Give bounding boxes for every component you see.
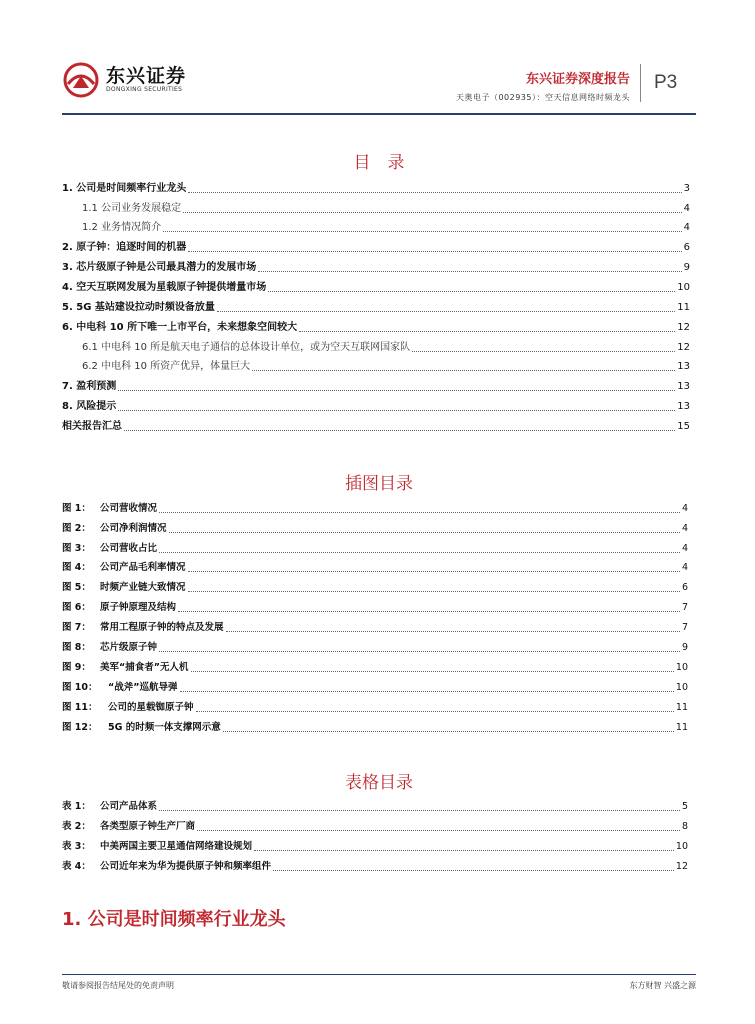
logo-chinese-name: 东兴证券 — [106, 65, 187, 87]
figure-entry[interactable]: 图 11： 公司的星载铷原子钟 11 — [62, 702, 688, 713]
table-entry[interactable]: 表 4： 公司近年来为华为提供原子钟和频率组件 12 — [62, 861, 688, 872]
toc-entry[interactable]: 3. 芯片级原子钟是公司最具潜力的发展市场 9 — [62, 262, 690, 273]
figure-entry[interactable]: 图 1： 公司营收情况 4 — [62, 503, 688, 514]
toc-entry[interactable]: 7. 盈利预测 13 — [62, 381, 690, 392]
report-subtitle: 天奥电子（002935）：空天信息网络时频龙头 — [455, 93, 630, 102]
table-entry[interactable]: 表 1： 公司产品体系 5 — [62, 801, 688, 812]
logo-english-name: DONGXING SECURITIES — [106, 86, 183, 93]
figure-entry[interactable]: 图 5： 时频产业链大致情况 6 — [62, 582, 688, 593]
table-entry[interactable]: 表 3： 中美两国主要卫星通信网络建设规划 10 — [62, 841, 688, 852]
figure-entry[interactable]: 图 7： 常用工程原子钟的特点及发展 7 — [62, 622, 688, 633]
figure-entry[interactable]: 图 12： 5G 的时频一体支撑网示意 11 — [62, 722, 688, 733]
toc-entry[interactable]: 1. 公司是时间频率行业龙头 3 — [62, 183, 690, 194]
figure-entry[interactable]: 图 4： 公司产品毛利率情况 4 — [62, 562, 688, 573]
dongxing-logo-icon — [62, 62, 100, 98]
toc-entry[interactable]: 6. 中电科 10 所下唯一上市平台，未来想象空间较大 12 — [62, 322, 690, 333]
toc-entry[interactable]: 4. 空天互联网发展为星载原子钟提供增量市场 10 — [62, 282, 690, 293]
page-number: P3 — [654, 72, 678, 93]
figure-entry[interactable]: 图 3： 公司营收占比 4 — [62, 543, 688, 554]
toc-entry[interactable]: 8. 风险提示 13 — [62, 401, 690, 412]
figure-entry[interactable]: 图 8： 芯片级原子钟 9 — [62, 642, 688, 653]
table-entry[interactable]: 表 2： 各类型原子钟生产厂商 8 — [62, 821, 688, 832]
footer-slogan: 东方财智 兴盛之源 — [629, 981, 696, 990]
page-header — [62, 58, 696, 114]
toc-entry[interactable]: 相关报告汇总 15 — [62, 421, 690, 432]
toc-entry[interactable]: 1.1 公司业务发展稳定 4 — [82, 203, 690, 214]
figure-list-title: 插图目录 — [345, 474, 413, 494]
header-divider — [640, 64, 641, 102]
toc-entry[interactable]: 5. 5G 基站建设拉动时频设备放量 11 — [62, 302, 690, 313]
figure-entry[interactable]: 图 2： 公司净利润情况 4 — [62, 523, 688, 534]
toc-entry[interactable]: 6.2 中电科 10 所资产优异，体量巨大 13 — [82, 361, 690, 372]
figure-entry[interactable]: 图 9： 美军“捕食者”无人机 10 — [62, 662, 688, 673]
company-logo — [62, 62, 186, 98]
toc-entry[interactable]: 1.2 业务情况简介 4 — [82, 222, 690, 233]
toc-title: 目 录 — [353, 153, 405, 173]
toc-entry[interactable]: 2. 原子钟：追逐时间的机器 6 — [62, 242, 690, 253]
section-heading: 1. 公司是时间频率行业龙头 — [62, 909, 286, 930]
figure-entry[interactable]: 图 6： 原子钟原理及结构 7 — [62, 602, 688, 613]
figure-entry[interactable]: 图 10： “战斧”巡航导弹 10 — [62, 682, 688, 693]
table-list-title: 表格目录 — [345, 773, 413, 793]
toc-entry[interactable]: 6.1 中电科 10 所是航天电子通信的总体设计单位，或为空天互联网国家队 12 — [82, 342, 690, 353]
footer-disclaimer: 敬请参阅报告结尾处的免责声明 — [62, 981, 174, 990]
footer-rule — [62, 974, 696, 975]
header-rule — [62, 113, 696, 115]
report-type: 东兴证券深度报告 — [525, 72, 630, 87]
